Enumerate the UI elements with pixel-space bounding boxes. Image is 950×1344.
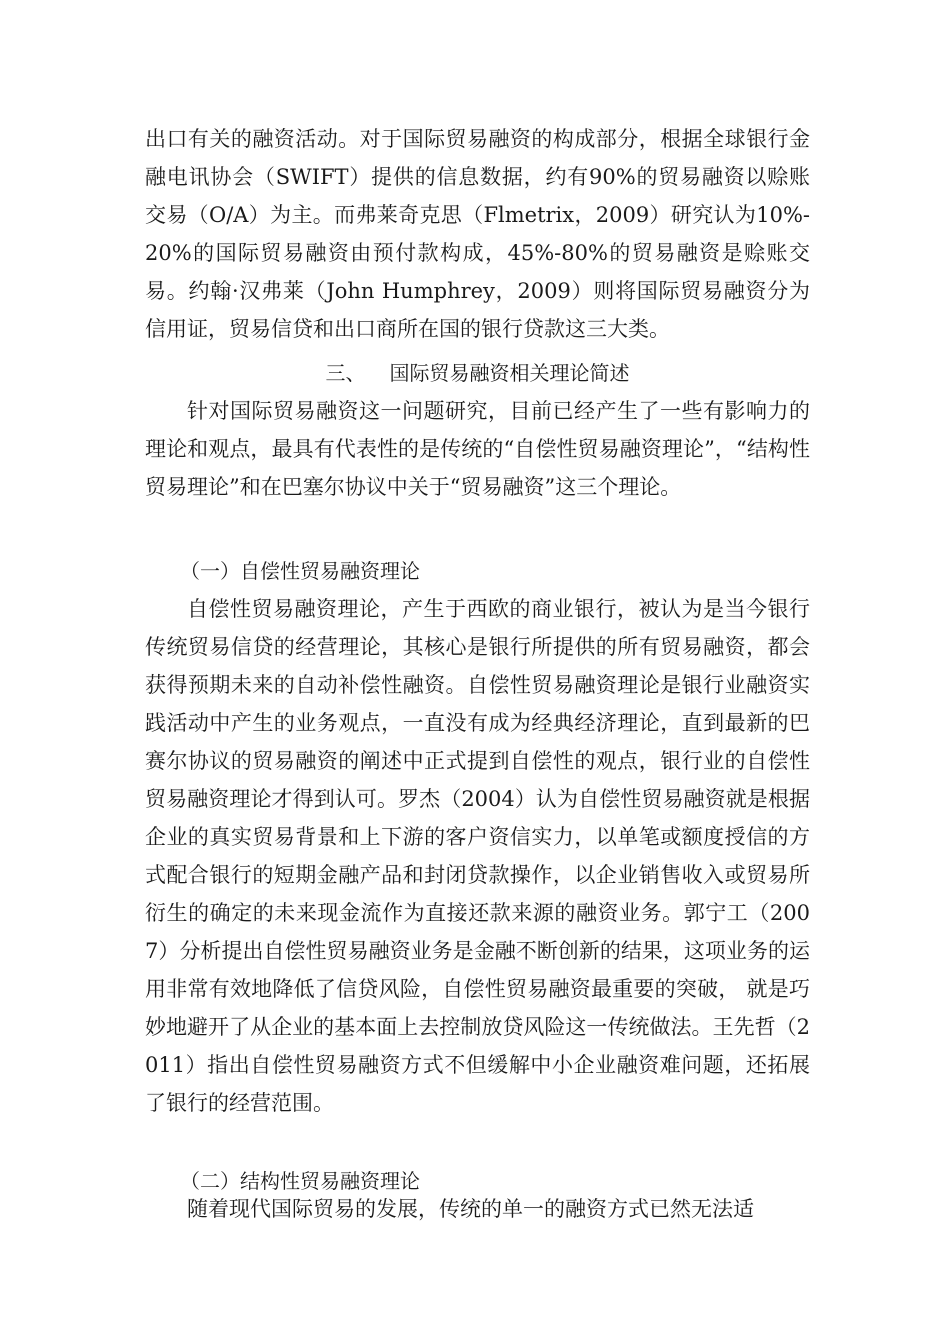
paragraph-trade-finance-composition: 出口有关的融资活动。对于国际贸易融资的构成部分，根据全球银行金融电讯协会（SWIFT）提供的信息数据，约有90%的贸易融资以赊账交易（O/A）为主。而弗莱奇克思（Flmetrix，2009）研究认为10%-20%的国际贸易融资由预付款构成，45%-80%的贸易融资是赊账交易。约翰·汉弗莱（John Humphrey，2009）则将国际贸易融资分为信用证，贸易信贷和出口商所在国的银行贷款这三大类。 <box>145 127 810 341</box>
subheading-self-liquidating-theory: （一）自偿性贸易融资理论 <box>180 559 420 583</box>
section-heading <box>145 354 810 392</box>
section-number: 三、 <box>325 361 366 385</box>
section-title: 国际贸易融资相关理论简述 <box>389 361 630 385</box>
paragraph-self-liquidating-theory: 自偿性贸易融资理论，产生于西欧的商业银行，被认为是当今银行传统贸易信贷的经营理论，其核心是银行所提供的所有贸易融资，都会获得预期未来的自动补偿性融资。自偿性贸易融资理论是银行业融资实践活动中产生的业务观点，一直没有成为经典经济理论，直到最新的巴赛尔协议的贸易融资的阐述中正式提到自偿性的观点，银行业的自偿性贸易融资理论才得到认可。罗杰（2004）认为自偿性贸易融资就是根据企业的真实贸易背景和上下游的客户资信实力，以单笔或额度授信的方式配合银行的短期金融产品和封闭贷款操作，以企业销售收入或贸易所衍生的确定的未来现金流作为直接还款来源的融资业务。郭宁工（2007）分析提出自偿性贸易融资业务是金融不断创新的结果，这项业务的运用非常有效地降低了信贷风险，自偿性贸易融资最重要的突破， 就是巧妙地避开了从企业的基本面上去控制放贷风险这一传统做法。王先哲（2011）指出自偿性贸易融资方式不但缓解中小企业融资难问题，还拓展了银行的经营范围。 <box>145 597 810 1115</box>
paragraph-structured-trade-theory: 随着现代国际贸易的发展，传统的单一的融资方式已然无法适 <box>187 1197 754 1221</box>
paragraph-theories-intro: 针对国际贸易融资这一问题研究，目前已经产生了一些有影响力的理论和观点，最具有代表性的是传统的“自偿性贸易融资理论”，“结构性贸易理论”和在巴塞尔协议中关于“贸易融资”这三个理论。 <box>145 399 810 499</box>
subheading-structured-trade-theory: （二）结构性贸易融资理论 <box>180 1169 420 1193</box>
